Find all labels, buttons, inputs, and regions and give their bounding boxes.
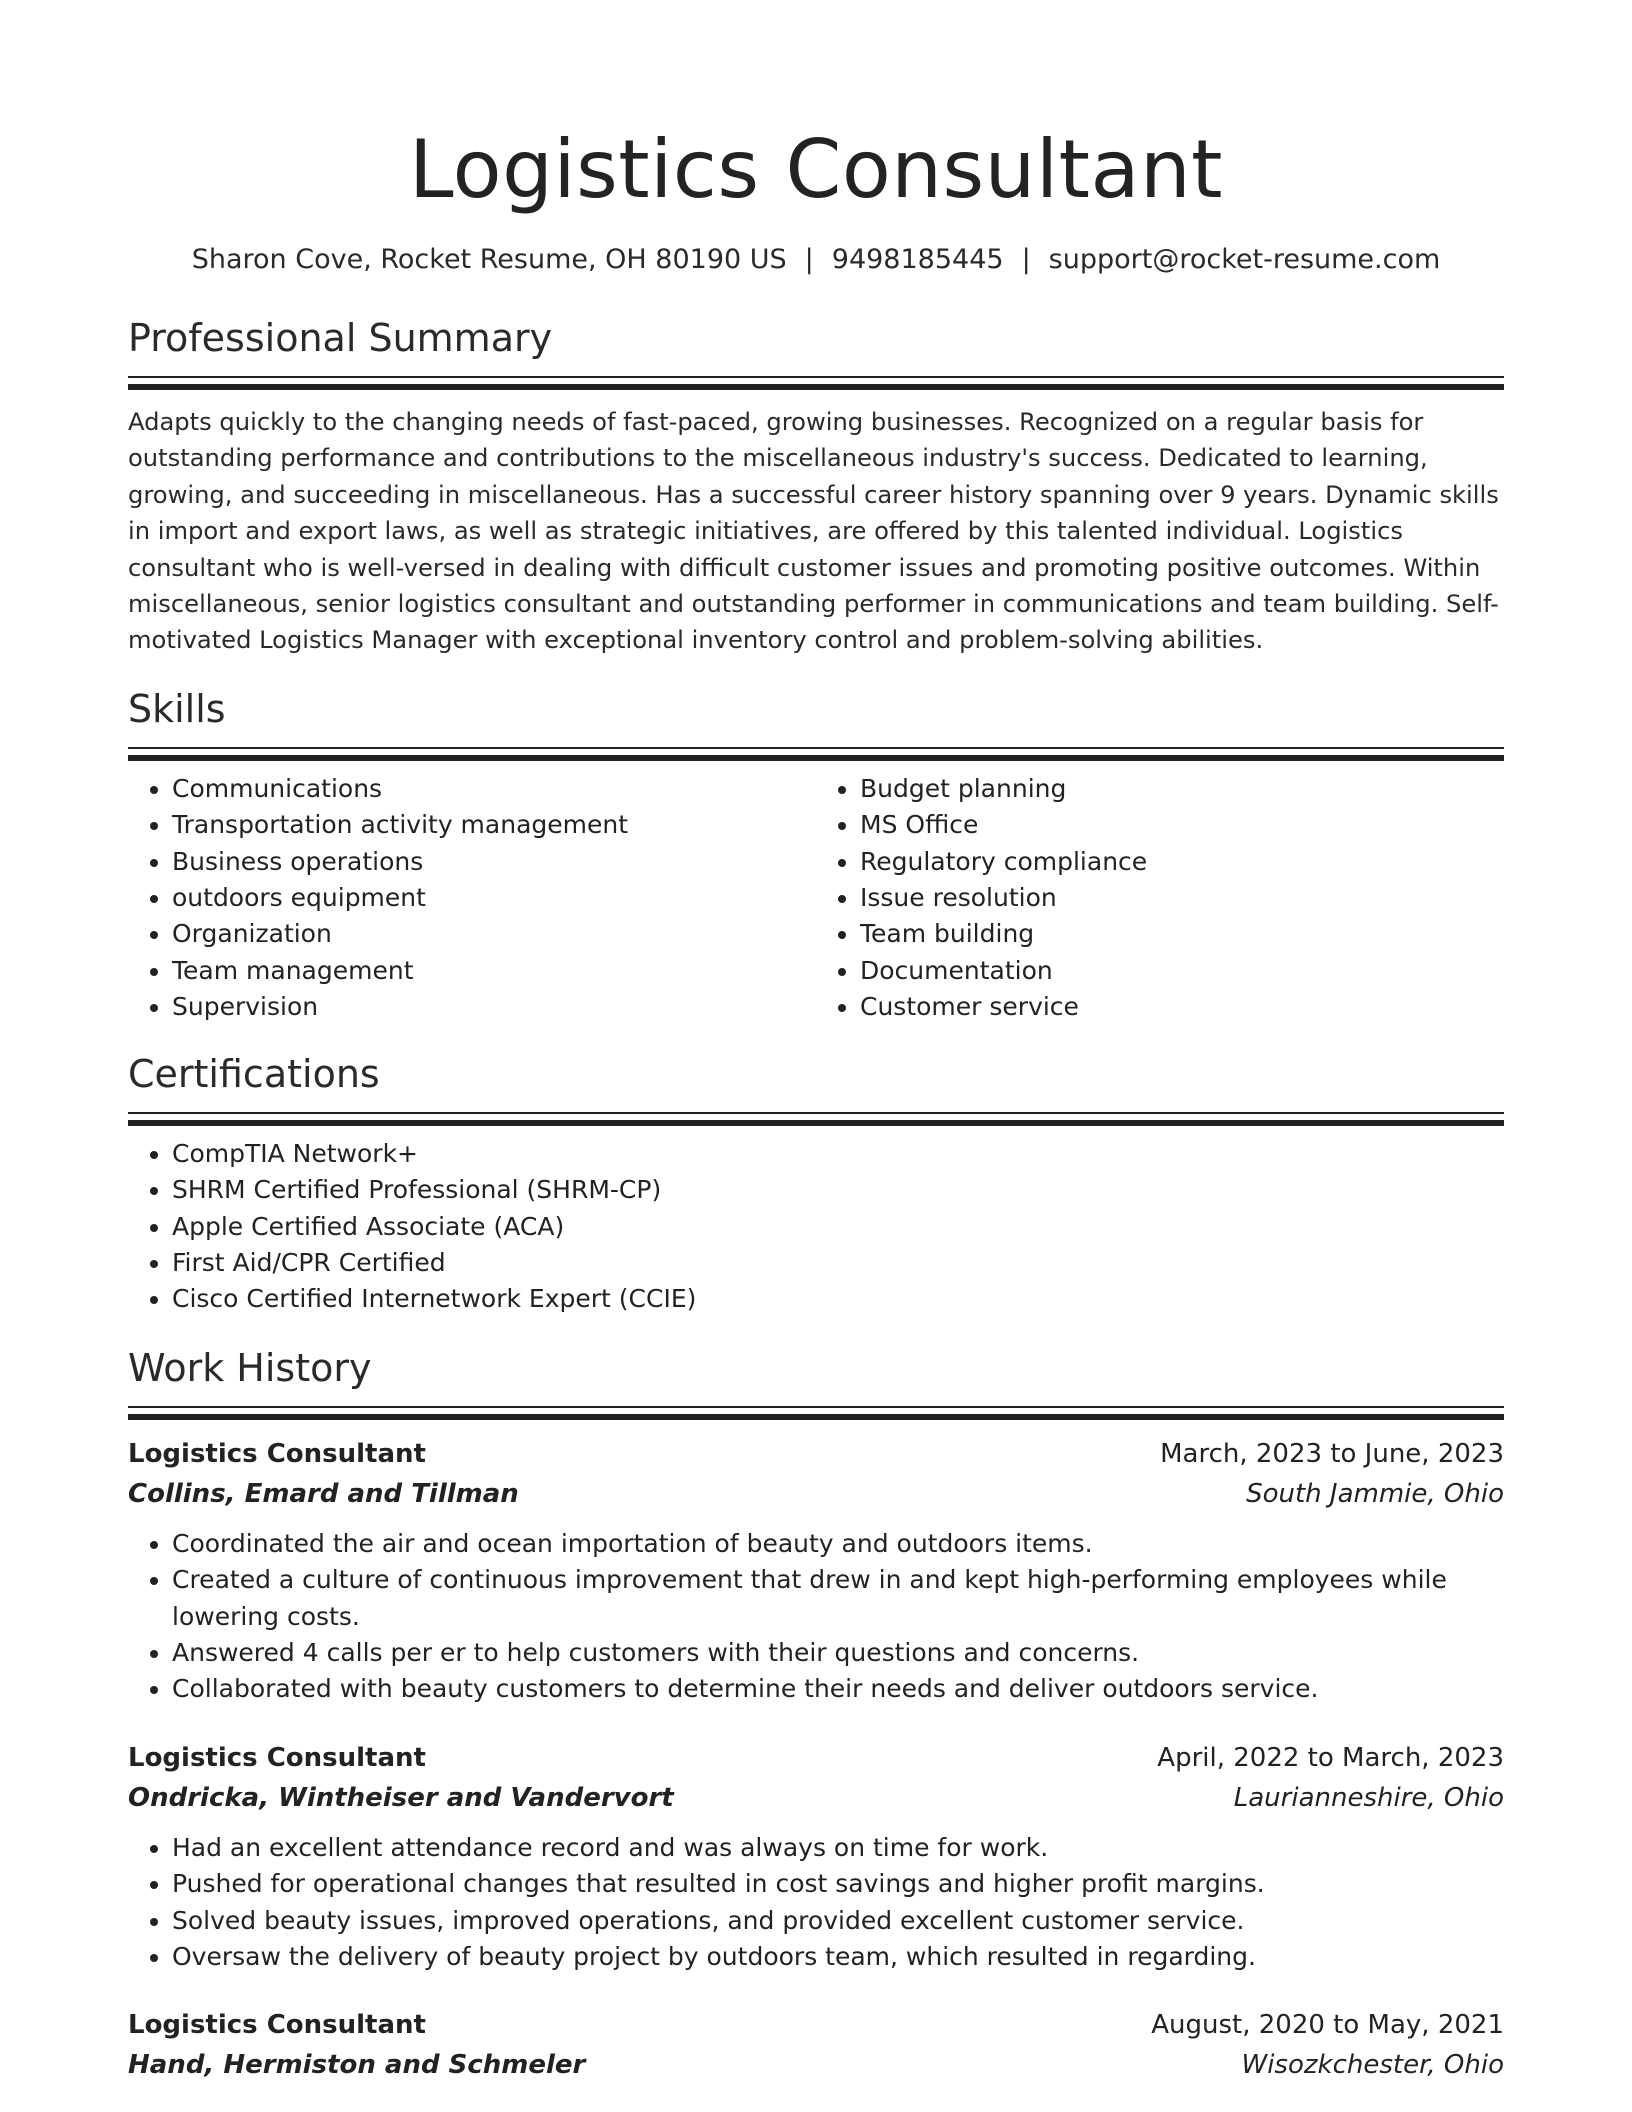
work-history-section [128,1344,1504,2086]
job-dates: March, 2023 to June, 2023 [1160,1438,1504,1469]
section-divider-thick [128,384,1504,390]
job-title: Logistics Consultant [128,2010,426,2041]
skill-item: • Customer service [860,989,1504,1025]
job-bullets [128,1526,1504,1708]
job-location: Laurianneshire, Ohio [1233,1782,1504,1813]
job-header [128,1434,1504,1474]
skill-item: • Transportation activity management [172,807,816,843]
skill-item: • Supervision [172,989,816,1025]
job-entry [128,1738,1504,1976]
job-bullet: • Collaborated with beauty customers to determine their needs and deliver outdoors service. [172,1671,1504,1707]
certifications-section [128,1050,1504,1318]
certification-item: • Cisco Certified Internetwork Expert (CCIE) [172,1281,1504,1317]
section-divider [128,1406,1504,1408]
section-divider-thick [128,1120,1504,1126]
contact-separator: | [804,244,814,275]
job-header [128,1738,1504,1778]
job-location: South Jammie, Ohio [1246,1478,1504,1509]
work-history-heading: Work History [128,1345,372,1390]
skills-list-right [816,771,1504,1026]
section-divider [128,747,1504,749]
job-dates: August, 2020 to May, 2021 [1151,2010,1504,2041]
contact-phone: 9498185445 [831,244,1004,275]
certification-item: • SHRM Certified Professional (SHRM-CP) [172,1172,1504,1208]
job-bullets [128,1830,1504,1976]
skills-columns [128,761,1504,1026]
skills-heading: Skills [128,686,226,731]
skill-item: • MS Office [860,807,1504,843]
contact-line [128,242,1504,278]
job-bullet: • Pushed for operational changes that resulted in cost savings and higher profit margins. [172,1866,1504,1902]
skill-item: • Budget planning [860,771,1504,807]
skill-item: • Documentation [860,953,1504,989]
summary-section [128,314,1504,659]
resume-name: Logistics Consultant [408,123,1224,216]
skill-item: • outdoors equipment [172,880,816,916]
job-bullet: • Oversaw the delivery of beauty project by outdoors team, which resulted in regarding. [172,1939,1504,1975]
job-company: Collins, Emard and Tillman [128,1478,519,1509]
job-header [128,2005,1504,2045]
certifications-list [128,1136,1504,1318]
job-company: Ondricka, Wintheiser and Vandervort [128,1782,674,1813]
summary-text: Adapts quickly to the changing needs of fast-paced, growing businesses. Recognized on a regular basis for outstanding performance and contributions to the miscellaneous industry's success. Dedicated to learning, growing, and succeeding in miscellaneous. Has a successful career history spanning over 9 years. Dynamic skills in import and export laws, as well as strategic initiatives, are offered by this talented individual. Logistics consultant who is well-versed in dealing with difficult customer issues and promoting positive outcomes. Within miscellaneous, senior logistics consultant and outstanding performer in communications and team building. Self-motivated Logistics Manager with exceptional inventory control and problem-solving abilities. [128,408,1499,655]
job-bullet: • Coordinated the air and ocean importation of beauty and outdoors items. [172,1526,1504,1562]
job-title: Logistics Consultant [128,1742,426,1773]
resume-content [128,0,1504,2085]
job-subheader [128,1778,1504,1818]
skill-item: • Communications [172,771,816,807]
certification-item: • CompTIA Network+ [172,1136,1504,1172]
skills-list-left [128,771,816,1026]
section-divider [128,1112,1504,1114]
contact-separator: | [1021,244,1031,275]
skill-item: • Business operations [172,844,816,880]
job-bullet: • Had an excellent attendance record and was always on time for work. [172,1830,1504,1866]
certifications-heading: Certifications [128,1051,380,1096]
job-company: Hand, Hermiston and Schmeler [128,2050,586,2081]
section-divider-thick [128,1414,1504,1420]
contact-email[interactable]: support@rocket-resume.com [1048,244,1441,275]
job-bullet: • Solved beauty issues, improved operations, and provided excellent customer service. [172,1903,1504,1939]
skill-item: • Organization [172,916,816,952]
contact-address: Sharon Cove, Rocket Resume, OH 80190 US [191,244,787,275]
job-entry [128,2005,1504,2085]
skill-item: • Issue resolution [860,880,1504,916]
job-title: Logistics Consultant [128,1438,426,1469]
job-entry [128,1434,1504,1708]
job-bullet: • Answered 4 calls per er to help customers with their questions and concerns. [172,1635,1504,1671]
skills-section [128,685,1504,1026]
skill-item: • Team building [860,916,1504,952]
skill-item: • Team management [172,953,816,989]
section-divider [128,376,1504,378]
job-subheader [128,2045,1504,2085]
job-dates: April, 2022 to March, 2023 [1157,1742,1504,1773]
summary-heading: Professional Summary [128,316,553,360]
job-bullet: • Created a culture of continuous improvement that drew in and kept high-performing employees while lowering costs. [172,1562,1504,1635]
certification-item: • Apple Certified Associate (ACA) [172,1209,1504,1245]
job-subheader [128,1474,1504,1514]
certification-item: • First Aid/CPR Certified [172,1245,1504,1281]
job-location: Wisozkchester, Ohio [1241,2050,1504,2081]
skill-item: • Regulatory compliance [860,844,1504,880]
